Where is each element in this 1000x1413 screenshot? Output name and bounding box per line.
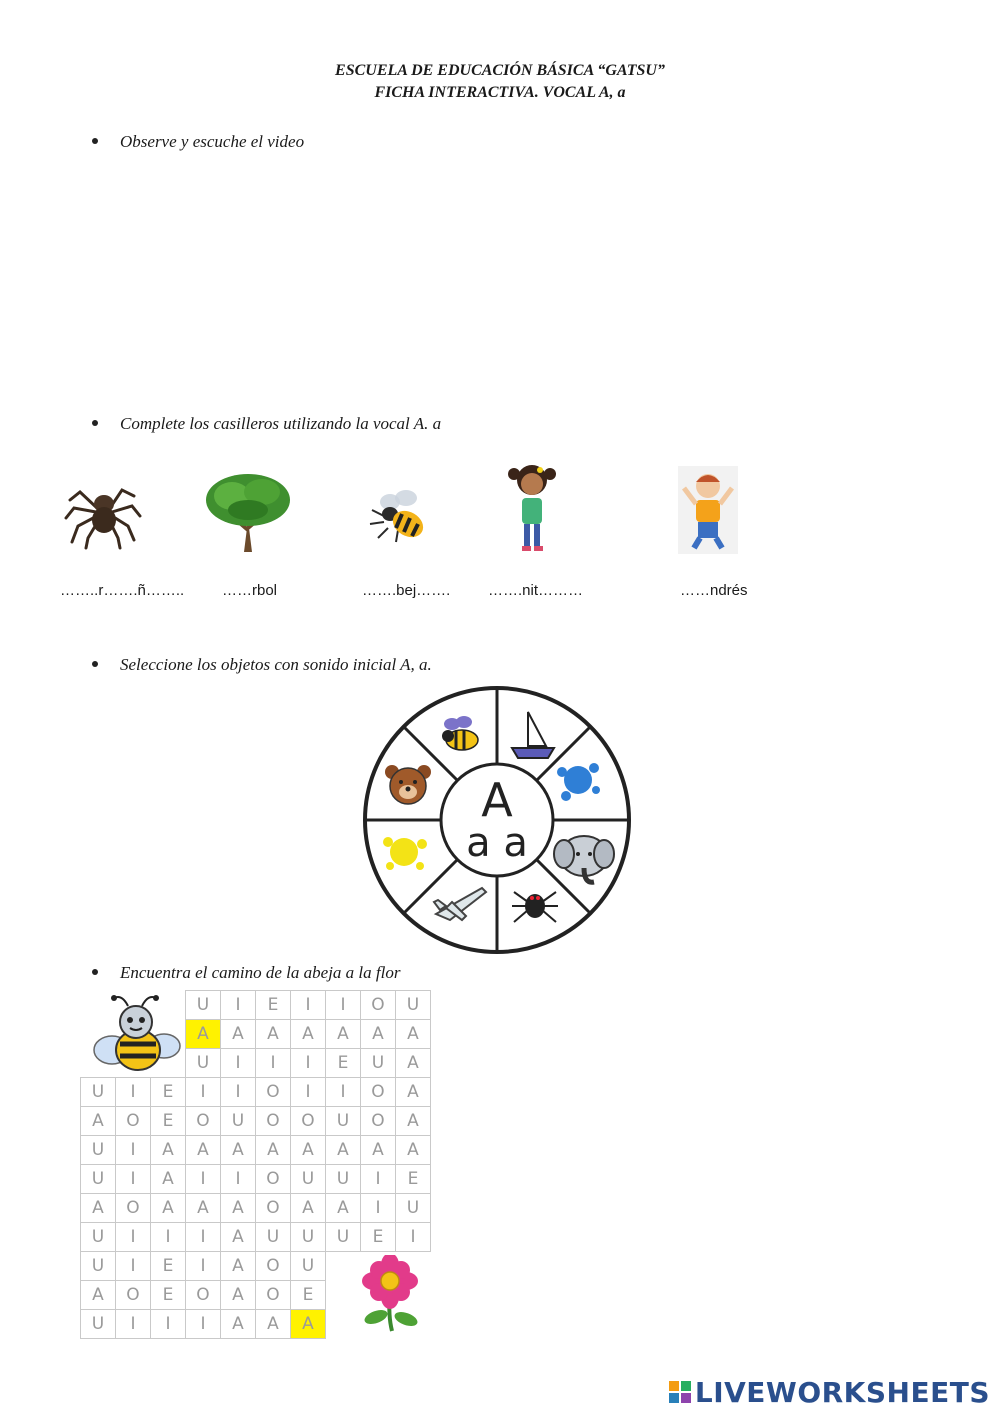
maze-cell[interactable]: U (396, 1194, 431, 1223)
maze-cell[interactable]: U (291, 1165, 326, 1194)
maze-row (81, 1223, 431, 1252)
bullet-icon (92, 969, 98, 975)
maze-cell[interactable]: E (326, 1049, 361, 1078)
maze-cell[interactable]: A (326, 1136, 361, 1165)
maze-cell[interactable]: I (256, 1049, 291, 1078)
letter-wheel (360, 684, 634, 956)
maze-cell[interactable]: E (151, 1107, 186, 1136)
word-blank-arbol[interactable]: ……rbol (222, 582, 278, 599)
maze-cell[interactable]: I (291, 1049, 326, 1078)
maze-row (81, 1194, 431, 1223)
maze-cell[interactable]: A (396, 1049, 431, 1078)
maze-cell[interactable]: I (326, 991, 361, 1020)
word-blank-abeja[interactable]: …….bej……. (362, 582, 451, 599)
maze-cell[interactable]: I (186, 1223, 221, 1252)
maze-cell[interactable]: O (256, 1078, 291, 1107)
maze-cell[interactable]: O (116, 1194, 151, 1223)
maze-cell[interactable]: A (81, 1194, 116, 1223)
maze-cell[interactable]: A (256, 1310, 291, 1339)
maze-cell[interactable]: E (151, 1252, 186, 1281)
bullet-icon (92, 420, 98, 426)
maze-cell[interactable]: O (186, 1107, 221, 1136)
maze-row (81, 1078, 431, 1107)
maze-cell[interactable]: O (256, 1281, 291, 1310)
maze-cell[interactable]: A (256, 1136, 291, 1165)
maze-cell[interactable]: I (221, 1049, 256, 1078)
worksheet-title: FICHA INTERACTIVA. VOCAL A, a (374, 84, 626, 101)
maze-cell[interactable]: E (396, 1165, 431, 1194)
wheel-center-upper: A (481, 773, 513, 827)
maze-cell[interactable]: I (291, 1078, 326, 1107)
maze-cell[interactable]: I (116, 1252, 151, 1281)
maze-cell[interactable]: A (186, 1020, 221, 1049)
maze-cell[interactable]: U (396, 991, 431, 1020)
maze-cell[interactable]: O (361, 1078, 396, 1107)
maze-cell[interactable]: A (291, 1310, 326, 1339)
maze-cell[interactable]: I (116, 1310, 151, 1339)
maze-cell[interactable]: I (186, 1165, 221, 1194)
maze-cell[interactable]: U (291, 1223, 326, 1252)
maze-cell[interactable]: I (116, 1165, 151, 1194)
maze-cell[interactable]: U (186, 991, 221, 1020)
maze-cell[interactable]: E (291, 1281, 326, 1310)
maze-cell[interactable]: E (151, 1281, 186, 1310)
maze-cell[interactable]: A (151, 1165, 186, 1194)
maze-cell[interactable]: E (256, 991, 291, 1020)
word-blank-andres[interactable]: ……ndrés (680, 582, 748, 599)
maze-cell[interactable]: U (81, 1252, 116, 1281)
maze-cell[interactable]: U (186, 1049, 221, 1078)
maze-cell[interactable]: A (151, 1194, 186, 1223)
maze-cell[interactable]: U (326, 1107, 361, 1136)
maze-row (81, 1136, 431, 1165)
maze-cell[interactable]: A (186, 1136, 221, 1165)
bullet-icon (92, 138, 98, 144)
maze-cell[interactable]: I (361, 1165, 396, 1194)
maze-cell[interactable]: A (256, 1020, 291, 1049)
liveworksheets-logo-icon (669, 1381, 691, 1403)
maze-cell[interactable]: I (361, 1194, 396, 1223)
instruction-complete: Complete los casilleros utilizando la vocal A. a (92, 414, 441, 434)
maze-cell[interactable]: I (186, 1252, 221, 1281)
maze-cell[interactable]: I (291, 991, 326, 1020)
maze-cell[interactable]: I (221, 991, 256, 1020)
maze-cell[interactable]: A (326, 1194, 361, 1223)
bee-icon (92, 992, 184, 1078)
maze-cell[interactable]: O (186, 1281, 221, 1310)
maze-cell[interactable]: A (221, 1194, 256, 1223)
maze-cell[interactable]: I (116, 1223, 151, 1252)
maze-cell[interactable]: A (151, 1136, 186, 1165)
wheel-center-lower: a a (466, 820, 528, 866)
maze-cell[interactable]: A (396, 1020, 431, 1049)
maze-cell[interactable]: U (221, 1107, 256, 1136)
maze-cell[interactable]: A (81, 1107, 116, 1136)
maze-cell[interactable]: U (291, 1252, 326, 1281)
instruction-select: Seleccione los objetos con sonido inicial A, a. (92, 655, 432, 675)
maze-cell[interactable]: I (221, 1078, 256, 1107)
maze-cell[interactable]: O (256, 1194, 291, 1223)
maze-cell[interactable]: I (151, 1310, 186, 1339)
word-blank-anita[interactable]: …….nit……… (488, 582, 584, 599)
flower-icon (350, 1255, 430, 1335)
maze-cell[interactable]: U (326, 1165, 361, 1194)
maze-cell[interactable]: I (186, 1310, 221, 1339)
maze-cell[interactable]: O (291, 1107, 326, 1136)
maze-cell[interactable]: O (256, 1165, 291, 1194)
maze-cell[interactable]: A (326, 1020, 361, 1049)
maze-cell[interactable]: E (361, 1223, 396, 1252)
word-blank-arana[interactable]: ……..r…….ñ…….. (60, 582, 185, 599)
maze-cell[interactable]: A (291, 1020, 326, 1049)
worksheet-header (0, 60, 1000, 104)
bullet-icon (92, 661, 98, 667)
maze-cell[interactable]: U (81, 1223, 116, 1252)
maze-cell[interactable]: O (116, 1281, 151, 1310)
maze-cell[interactable]: A (396, 1107, 431, 1136)
maze-cell[interactable]: A (81, 1281, 116, 1310)
maze-cell[interactable]: O (116, 1107, 151, 1136)
maze-cell[interactable]: U (81, 1136, 116, 1165)
maze-cell[interactable]: U (256, 1223, 291, 1252)
maze-cell[interactable]: A (291, 1136, 326, 1165)
maze-cell[interactable]: U (81, 1078, 116, 1107)
instruction-video: Observe y escuche el video (92, 132, 304, 152)
girl-icon (500, 460, 564, 555)
maze-cell[interactable]: A (186, 1194, 221, 1223)
school-name: ESCUELA DE EDUCACIÓN BÁSICA “GATSU” (335, 62, 665, 79)
maze-cell[interactable]: A (396, 1136, 431, 1165)
maze-cell[interactable]: O (361, 1107, 396, 1136)
maze-cell[interactable]: O (256, 1107, 291, 1136)
maze-cell[interactable]: A (361, 1136, 396, 1165)
maze-cell[interactable]: A (221, 1252, 256, 1281)
maze-cell[interactable]: A (221, 1310, 256, 1339)
maze-cell[interactable]: E (151, 1078, 186, 1107)
maze-cell[interactable]: O (361, 991, 396, 1020)
maze-cell[interactable]: A (361, 1020, 396, 1049)
maze-cell[interactable]: I (221, 1165, 256, 1194)
maze-cell[interactable]: A (396, 1078, 431, 1107)
maze-cell[interactable]: U (361, 1049, 396, 1078)
maze-cell[interactable]: A (221, 1020, 256, 1049)
maze-cell[interactable]: O (256, 1252, 291, 1281)
bee-icon (362, 480, 434, 550)
tree-icon (204, 470, 294, 555)
maze-cell[interactable]: A (221, 1223, 256, 1252)
maze-cell[interactable]: A (291, 1194, 326, 1223)
maze-cell[interactable]: U (81, 1310, 116, 1339)
maze-cell[interactable]: I (116, 1078, 151, 1107)
liveworksheets-logo: LIVEWORKSHEETS (669, 1376, 990, 1409)
maze-cell[interactable]: I (116, 1136, 151, 1165)
maze-cell[interactable]: U (81, 1165, 116, 1194)
maze-cell[interactable]: I (326, 1078, 361, 1107)
maze-cell[interactable]: I (396, 1223, 431, 1252)
maze-cell[interactable]: A (221, 1136, 256, 1165)
maze-cell[interactable]: U (326, 1223, 361, 1252)
maze-cell[interactable]: I (186, 1078, 221, 1107)
maze-cell[interactable]: I (151, 1223, 186, 1252)
spider-icon[interactable] (512, 892, 558, 922)
maze-row (81, 1107, 431, 1136)
boy-icon (678, 466, 738, 554)
maze-row (81, 1165, 431, 1194)
instruction-path: Encuentra el camino de la abeja a la flor (92, 963, 400, 983)
maze-cell[interactable]: A (221, 1281, 256, 1310)
tarantula-icon (62, 470, 142, 550)
